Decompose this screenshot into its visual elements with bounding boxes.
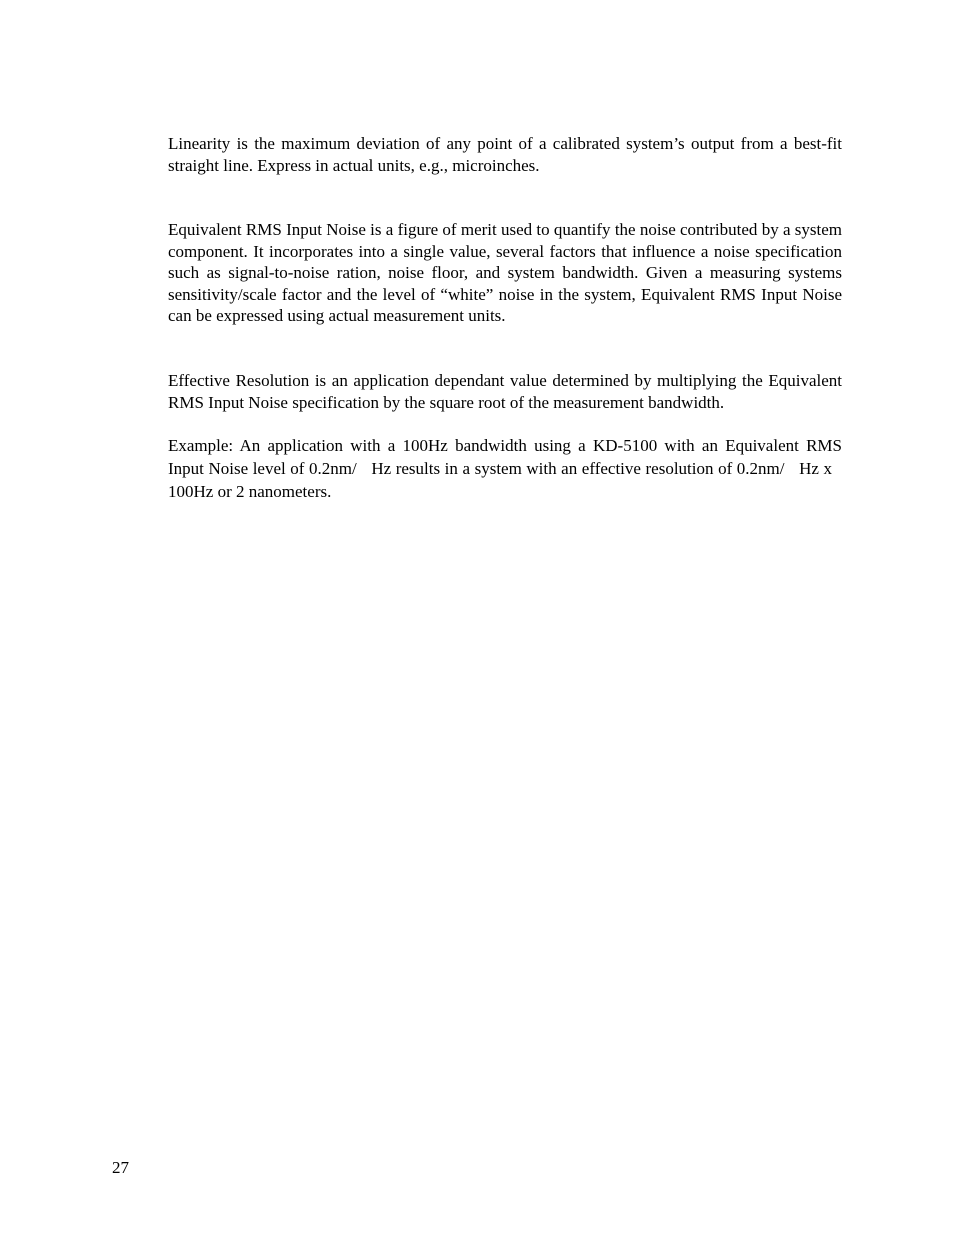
example-text-part-3: Hz x — [799, 459, 832, 478]
equivalent-rms-input-noise-paragraph: Equivalent RMS Input Noise is a figure of merit used to quantify the noise contributed by a system component. It incorporates into a single value, several factors that influence a noise specification such as signal-to-noise ration, noise floor, and system bandwidth. Given a measuring systems sensitivity/scale factor and the level of “white” noise in the system, Equivalent RMS Input Noise can be expressed using actual measurement units. — [168, 220, 842, 325]
example-text-part-4: 100Hz or 2 nanometers. — [168, 482, 332, 501]
example-paragraph — [168, 434, 842, 503]
effective-resolution-paragraph: Effective Resolution is an application dependant value determined by multiplying the Equivalent RMS Input Noise specification by the square root of the measurement bandwidth. — [168, 371, 842, 412]
page-number: 27 — [112, 1158, 129, 1177]
example-text-part-2: Hz results in a system with an effective resolution of 0.2nm/ — [371, 459, 785, 478]
linearity-paragraph: Linearity is the maximum deviation of any point of a calibrated system’s output from a best-fit straight line. Express in actual units, e.g., microinches. — [168, 134, 842, 175]
example-text-part-1: Example: An application with a 100Hz bandwidth using a KD-5100 with an Equivalent RMS Input Noise level of 0.2nm/ — [168, 436, 842, 478]
